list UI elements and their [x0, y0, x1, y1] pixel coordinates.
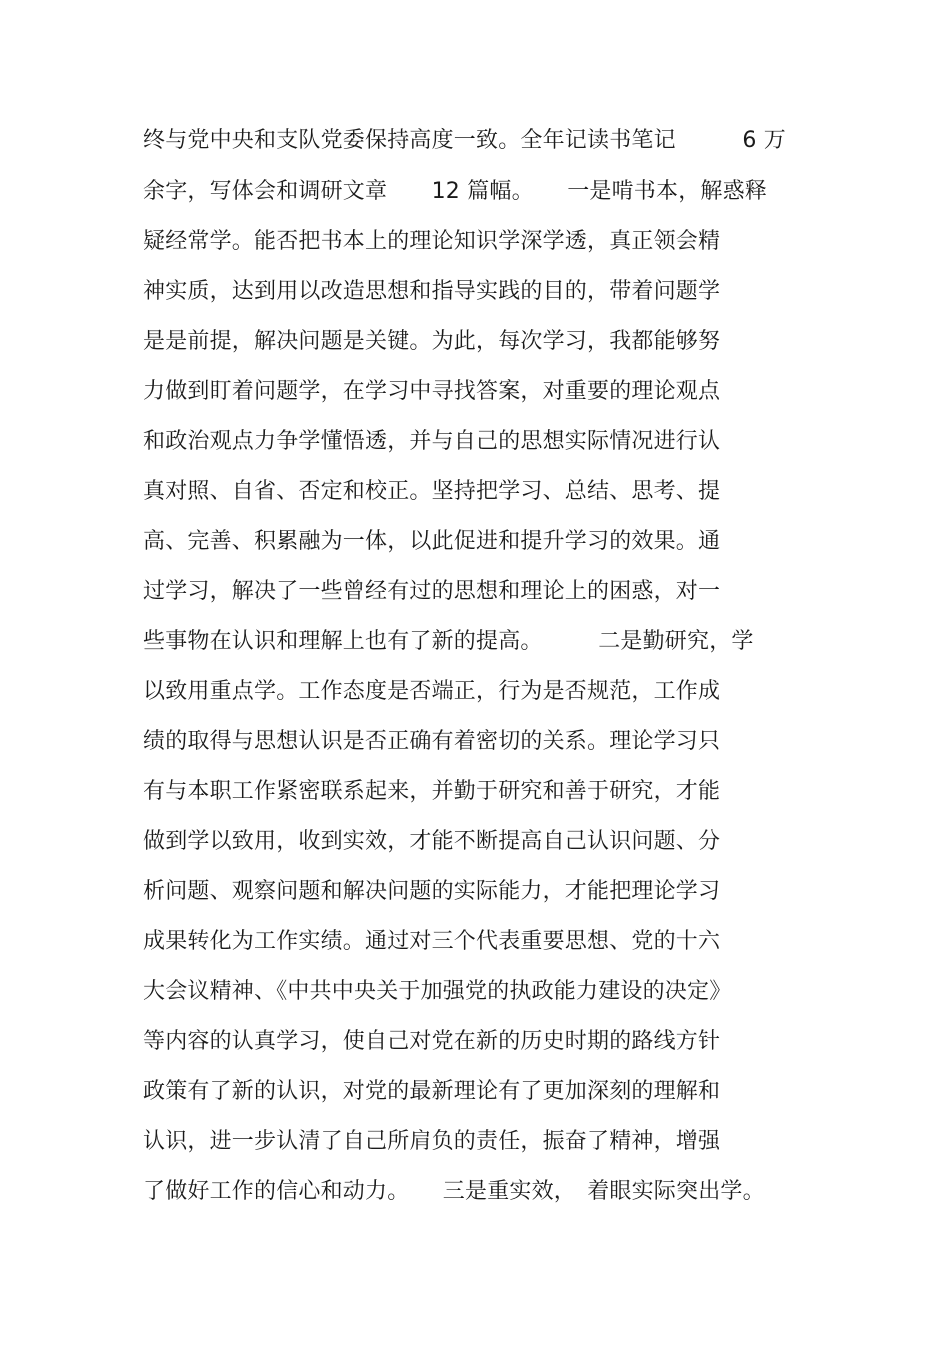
- text-line: 神实质，达到用以改造思想和指导实践的目的，带着问题学: [143, 279, 721, 304]
- text-line: 过学习，解决了一些曾经有过的思想和理论上的困惑，对一: [143, 579, 721, 604]
- text-line: 做到学以致用，收到实效，才能不断提高自己认识问题、分: [143, 829, 721, 854]
- text-line: 有与本职工作紧密联系起来，并勤于研究和善于研究，才能: [143, 779, 721, 804]
- text-line: 了做好工作的信心和动力。 三是重实效， 着眼实际突出学。: [143, 1179, 765, 1204]
- text-line: 真对照、自省、否定和校正。坚持把学习、总结、思考、提: [143, 479, 721, 504]
- text-line: 些事物在认识和理解上也有了新的提高。 二是勤研究，学: [143, 629, 754, 654]
- text-line: 析问题、观察问题和解决问题的实际能力，才能把理论学习: [143, 879, 721, 904]
- text-line: 认识，进一步认清了自己所肩负的责任，振奋了精神，增强: [143, 1129, 721, 1154]
- text-line: 政策有了新的认识，对党的最新理论有了更加深刻的理解和: [143, 1079, 721, 1104]
- text-line: 成果转化为工作实绩。通过对三个代表重要思想、党的十六: [143, 929, 721, 954]
- text-line: 余字，写体会和调研文章 12 篇幅。 一是啃书本，解惑释: [143, 179, 767, 204]
- text-line: 疑经常学。能否把书本上的理论知识学深学透，真正领会精: [143, 229, 721, 254]
- text-line: 终与党中央和支队党委保持高度一致。全年记读书笔记 6 万: [143, 128, 786, 153]
- text-line: 力做到盯着问题学，在学习中寻找答案，对重要的理论观点: [143, 379, 721, 404]
- text-line: 等内容的认真学习，使自己对党在新的历史时期的路线方针: [143, 1029, 721, 1054]
- text-line: 是是前提，解决问题是关键。为此，每次学习，我都能够努: [143, 329, 721, 354]
- text-line: 和政治观点力争学懂悟透，并与自己的思想实际情况进行认: [143, 429, 721, 454]
- text-line: 高、完善、积累融为一体，以此促进和提升学习的效果。通: [143, 529, 721, 554]
- text-line: 大会议精神、《中共中央关于加强党的执政能力建设的决定》: [143, 979, 732, 1004]
- text-line: 绩的取得与思想认识是否正确有着密切的关系。理论学习只: [143, 729, 721, 754]
- text-line: 以致用重点学。工作态度是否端正，行为是否规范，工作成: [143, 679, 721, 704]
